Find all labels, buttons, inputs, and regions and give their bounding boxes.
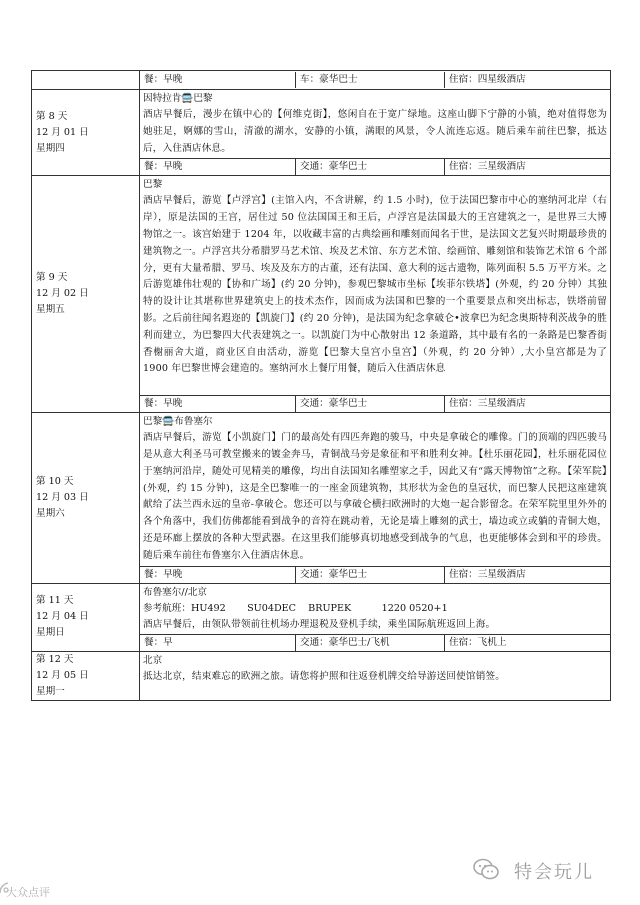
day-date: 12 月 01 日 bbox=[36, 126, 89, 138]
day-label-cell bbox=[32, 176, 140, 413]
chat-bubble-icon bbox=[472, 857, 500, 881]
transport-cell: 交通：豪华巴士 bbox=[296, 396, 445, 412]
route-title: 巴黎🚍布鲁塞尔 bbox=[143, 416, 213, 428]
day-weekday: 星期五 bbox=[36, 304, 65, 316]
day-row bbox=[32, 583, 611, 635]
day-number: 第 11 天 bbox=[36, 595, 74, 607]
transport-cell: 交通：豪华巴士/飞机 bbox=[296, 635, 445, 651]
day-number: 第 9 天 bbox=[36, 272, 68, 284]
meals-cell: 餐：早晚 bbox=[144, 74, 183, 85]
day-description: 酒店早餐后，由领队带领前往机场办理退税及登机手续，乘坐国际航班返回上海。 bbox=[143, 618, 496, 630]
meals-cell: 餐：早 bbox=[144, 637, 173, 649]
meals-cell: 餐：早晚 bbox=[144, 161, 183, 173]
day-description: 酒店早餐后，游览【卢浮宫】(主馆入内，不含讲解，约 1.5 小时)，位于法国巴黎市中心的塞纳河北岸（右岸），原是法国的王宫，居住过 50 位法国国王和王后，卢浮宫是法国最大的王宫建筑之一，是世界三大博物馆之一。该宫始建于 1204 年，以收藏丰富的古典绘画和雕刻而闻名于世，是法国文艺复兴时期最珍贵的建筑物之一。卢浮宫共分希腊罗马艺术馆、埃及艺术馆、东方艺术馆、绘画馆、雕刻馆和装饰艺术馆 6 个部分，更有大量希腊、罗马、埃及及东方的古董，还有法国、意大利的远古遗物，陈列面积 5.5 万平方米。之后游览雄伟壮观的【协和广场】(约 20 分钟)，参观巴黎城市坐标【埃菲尔铁塔】(外观，约 20 分钟）其独特的设计让其堪称世界建筑史上的技术杰作，因而成为法国和巴黎的一个重要景点和突出标志，铁塔前留影。之后前往闻名遐迩的【凯旋门】(约 20 分钟)，是法国为纪念拿破仑•波拿巴为纪念奥斯特利茨战争的胜利而建立，为巴黎四大代表建筑之一。以凯旋门为中心散射出 12 条道路，其中最有名的一条路是巴黎香街香榭丽舍大道，商业区自由活动，游览【巴黎大皇宫小皇宫】（外观，约 20 分钟）,大小皇宫都是为了 1900 年巴黎世博会建造的。塞纳河水上餐厅用餐，随后入住酒店休息 bbox=[143, 195, 607, 375]
transport-cell: 交通：豪华巴士 bbox=[296, 159, 445, 175]
day-date: 12 月 04 日 bbox=[36, 611, 89, 623]
day-weekday: 星期六 bbox=[36, 507, 65, 519]
transport-cell: 车：豪华巴士 bbox=[296, 72, 445, 88]
day-number: 第 8 天 bbox=[36, 110, 68, 122]
day-weekday: 星期一 bbox=[36, 686, 65, 698]
hotel-cell: 住宿：三星级酒店 bbox=[445, 567, 611, 583]
itinerary-table bbox=[31, 70, 611, 701]
day-number: 第 12 天 bbox=[36, 654, 74, 666]
flight-reference: 参考航班：HU492 SU04DEC BRUPEK 1220 0520+1 bbox=[143, 602, 448, 614]
day-row bbox=[32, 176, 611, 396]
day-description: 抵达北京，结束难忘的欧洲之旅。请您将护照和往返登机牌交给导游送回使馆销签。 bbox=[143, 671, 506, 683]
day-content bbox=[140, 652, 611, 701]
transport-cell: 交通：豪华巴士 bbox=[296, 567, 445, 583]
hotel-cell: 住宿：三星级酒店 bbox=[445, 396, 611, 412]
day-label-cell bbox=[32, 583, 140, 652]
day-description: 酒店早餐后，漫步在镇中心的【何维克街】，悠闲自在于宽广绿地。这座山脚下宁静的小镇，绝对值得您为她驻足，婀娜的雪山，清澈的湖水，安静的小镇，满眼的风景，令人流连忘返。随后乘车前往巴黎，抵达后，入住酒店休息。 bbox=[143, 109, 607, 154]
hotel-cell: 住宿：三星级酒店 bbox=[445, 159, 611, 175]
route-title: 布鲁塞尔//北京 bbox=[143, 586, 208, 598]
hotel-cell: 住宿：四星级酒店 bbox=[445, 72, 611, 88]
route-title: 北京 bbox=[143, 655, 163, 667]
meals-cell: 餐：早晚 bbox=[144, 398, 183, 410]
day-content bbox=[140, 583, 611, 635]
meals-cell: 餐：早晚 bbox=[144, 568, 183, 580]
route-title: 因特拉肯🚍巴黎 bbox=[143, 93, 213, 104]
day-row bbox=[32, 90, 611, 159]
day-row bbox=[32, 652, 611, 701]
top-summary-row bbox=[32, 71, 611, 90]
day-label-cell bbox=[32, 90, 140, 176]
day-content bbox=[140, 176, 611, 396]
day-number: 第 10 天 bbox=[36, 475, 74, 487]
day-content bbox=[140, 90, 611, 159]
day-weekday: 星期日 bbox=[36, 627, 65, 639]
day-weekday: 星期四 bbox=[36, 142, 65, 154]
day-date: 12 月 03 日 bbox=[36, 491, 89, 503]
hotel-cell: 住宿：飞机上 bbox=[445, 635, 611, 651]
day-label-cell bbox=[32, 652, 140, 701]
route-title: 巴黎 bbox=[143, 179, 163, 191]
watermark-text: 大众点评 bbox=[6, 886, 50, 899]
day-content bbox=[140, 413, 611, 566]
day-date: 12 月 05 日 bbox=[36, 670, 89, 682]
day-row bbox=[32, 413, 611, 566]
day-label-cell bbox=[32, 413, 140, 583]
day-date: 12 月 02 日 bbox=[36, 288, 89, 300]
brand-name: 特会玩儿 bbox=[514, 862, 594, 883]
day-description: 酒店早餐后，游览【小凯旋门】门的最高处有四匹奔跑的骏马，中央是拿破仑的雕像。门的顶端的四匹骏马是从意大利圣马可教堂搬来的镀金奔马，青铜战马旁是象征和平和胜利女神。【杜乐丽花园】，杜乐丽花园位于塞纳河沿岸，随处可见精美的雕像，均出自法国知名雕塑家之手，因此又有“露天博物馆”之称。【荣军院】(外观，约 15 分钟)，这是全巴黎唯一的一座金顶建筑物，其形状为金色的皇冠状，而巴黎人民把这座建筑献给了法兰西永远的皇帝-拿破仑。您还可以与拿破仑横扫欧洲时的大炮一起合影留念。在荣军院里里外外的各个角落中，我们仿佛都能看到战争的音符在跳动着，无论是墙上雕刻的武士，墙边或立或躺的青铜大炮，还是环廊上摆放的各种大型武器。在这里我们能够真切地感受到战争的气息，也更能够体会到和平的珍贵。随后乘车前往布鲁塞尔入住酒店休息。 bbox=[143, 432, 607, 561]
